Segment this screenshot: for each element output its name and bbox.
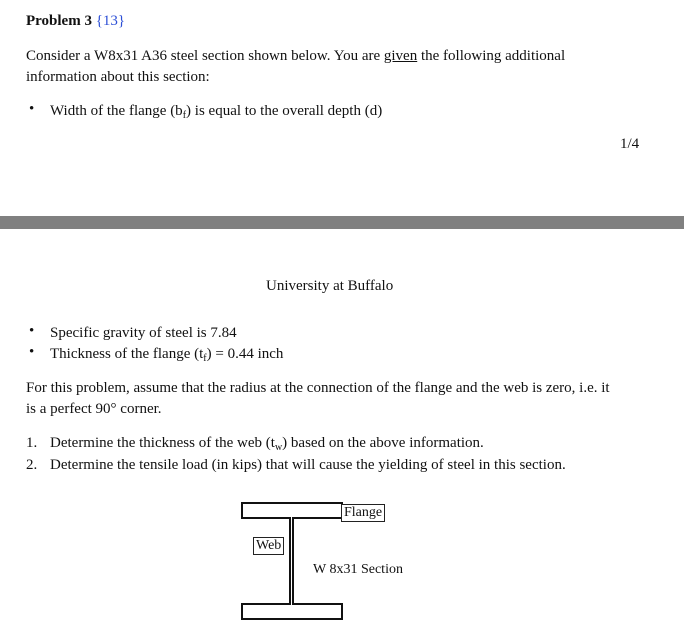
bullet-text: Width of the flange (b	[50, 103, 183, 119]
question-2-number: 2.	[26, 457, 38, 473]
page-header: University at Buffalo	[266, 278, 394, 294]
web-label: Web	[253, 537, 284, 555]
page-break-bar	[0, 216, 684, 229]
bullet-dot: •	[29, 323, 35, 339]
subscript: f	[182, 110, 187, 121]
intro-given-word: given	[383, 48, 418, 64]
question-2: Determine the tensile load (in kips) that will cause the yielding of steel in this section.	[50, 457, 566, 473]
bullet-text: Thickness of the flange (t	[50, 346, 204, 362]
page-number: 1/4	[620, 136, 640, 152]
assumption-line-1: For this problem, assume that the radius at the connection of the flange and the web is zero, i.e. it	[26, 380, 610, 396]
bullet-dot: •	[29, 101, 35, 117]
problem-number: Problem 3	[26, 13, 92, 29]
question-1	[50, 433, 484, 455]
subscript: f	[203, 353, 207, 364]
bullet-text: ) is equal to the overall depth (d)	[186, 103, 383, 119]
page-break-gap	[0, 229, 684, 233]
question-1-number: 1.	[26, 435, 38, 451]
flange-label: Flange	[341, 504, 385, 522]
i-beam-outline	[242, 503, 342, 619]
assumption-line-2: is a perfect 90° corner.	[26, 401, 162, 417]
problem-points: {13}	[95, 13, 126, 29]
bullet-dot: •	[29, 344, 35, 360]
subscript: w	[274, 442, 283, 453]
question-text: ) based on the above information.	[282, 435, 484, 451]
bullet-text: ) = 0.44 inch	[206, 346, 284, 362]
intro-line-1	[26, 46, 565, 66]
intro-text-b: the following additional	[417, 48, 566, 64]
problem-title	[26, 13, 125, 30]
intro-line-2: information about this section:	[26, 69, 210, 85]
bullet-specific-gravity: Specific gravity of steel is 7.84	[50, 325, 237, 341]
question-text: Determine the thickness of the web (t	[50, 435, 275, 451]
intro-text-a: Consider a W8x31 A36 steel section shown below. You are	[26, 48, 384, 64]
i-beam-section-diagram	[236, 500, 356, 622]
section-label: W 8x31 Section	[313, 562, 403, 577]
bullet-flange-thickness	[50, 344, 283, 366]
bullet-flange-width	[50, 101, 382, 123]
